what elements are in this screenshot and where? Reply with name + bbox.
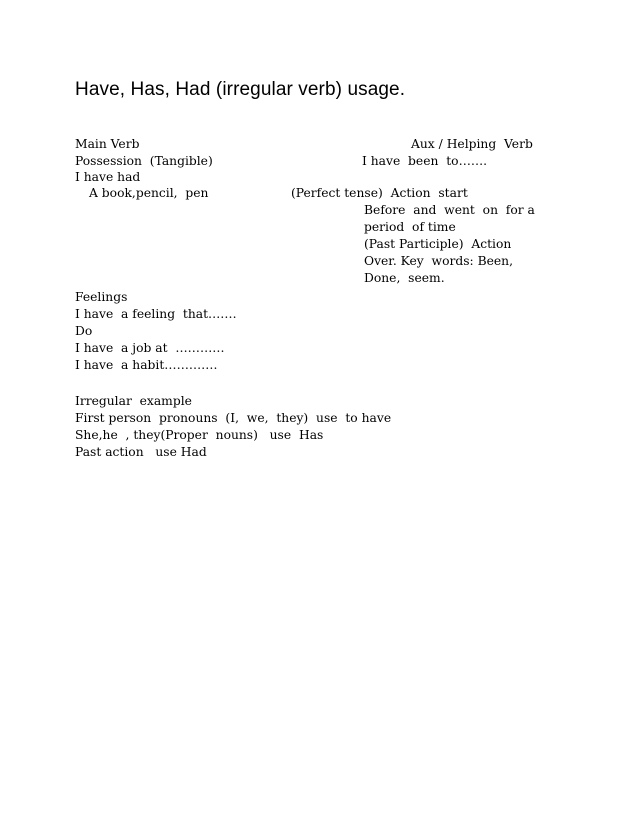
have-had-example: I have had	[75, 170, 141, 184]
main-verb-heading: Main Verb	[75, 137, 140, 151]
irregular-example-line: First person pronouns (I, we, they) use to have	[75, 411, 392, 425]
feelings-line: I have a habit………….	[75, 358, 218, 372]
tangible-items-example: A book,pencil, pen	[89, 186, 209, 200]
perfect-tense-detail-line: Over. Key words: Been,	[364, 254, 514, 268]
feelings-line: I have a job at …………	[75, 341, 225, 355]
feelings-heading: Feelings	[75, 290, 128, 304]
irregular-example-line: She,he , they(Proper nouns) use Has	[75, 428, 324, 442]
possession-label: Possession (Tangible)	[75, 154, 213, 168]
irregular-example-line: Past action use Had	[75, 445, 207, 459]
perfect-tense-detail-line: (Past Participle) Action	[364, 237, 512, 251]
page-title: Have, Has, Had (irregular verb) usage.	[75, 79, 406, 100]
perfect-tense-detail-line: Done, seem.	[364, 271, 445, 285]
aux-helping-verb-heading: Aux / Helping Verb	[411, 137, 533, 151]
perfect-tense-detail-line: period of time	[364, 220, 456, 234]
irregular-example-heading: Irregular example	[75, 394, 192, 408]
feelings-line: I have a feeling that…….	[75, 307, 237, 321]
perfect-tense-detail-line: Before and went on for a	[364, 203, 535, 217]
have-been-example: I have been to…….	[362, 154, 488, 168]
perfect-tense-line: (Perfect tense) Action start	[291, 186, 468, 200]
feelings-line: Do	[75, 324, 93, 338]
